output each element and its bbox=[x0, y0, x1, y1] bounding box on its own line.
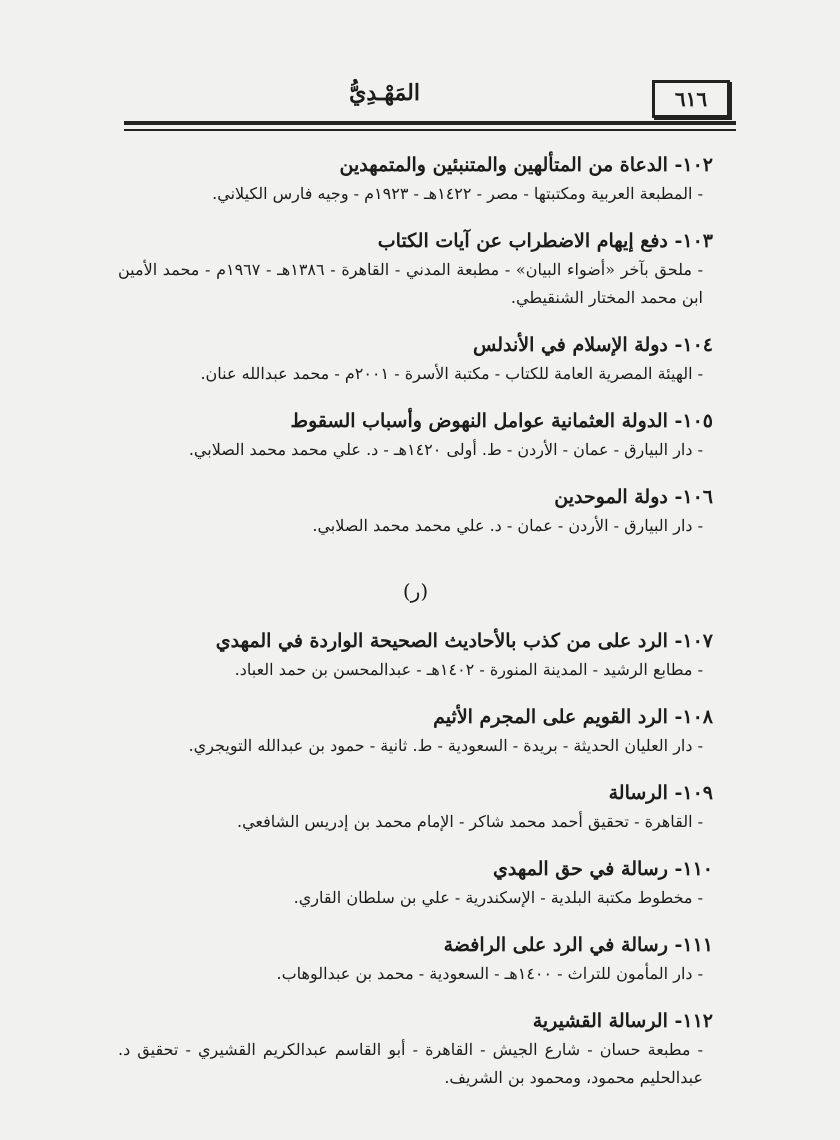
entry-description: - الهيئة المصرية العامة للكتاب - مكتبة الأسرة - ٢٠٠١م - محمد عبدالله عنان. bbox=[200, 364, 703, 383]
entry-title: ١٠٨- الرد القويم على المجرم الأثيم bbox=[433, 706, 713, 728]
bibliography-entry-109 bbox=[118, 778, 713, 836]
entry-title: ١١٢- الرسالة القشيرية bbox=[532, 1010, 713, 1032]
bibliography-entry-106 bbox=[118, 482, 713, 540]
bibliography-entry-104 bbox=[118, 330, 713, 388]
entry-title: ١٠٧- الرد على من كذب بالأحاديث الصحيحة الواردة في المهدي bbox=[215, 630, 713, 652]
entry-title: ١١١- رسالة في الرد على الرافضة bbox=[443, 934, 713, 956]
bibliography-entry-103 bbox=[118, 226, 713, 312]
entry-description: - مطبعة حسان - شارع الجيش - القاهرة - أبو القاسم عبدالكريم القشيري - تحقيق د. عبدالحليم محمود، ومحمود بن الشريف. bbox=[118, 1040, 703, 1087]
entry-title: ١٠٣- دفع إيهام الاضطراب عن آيات الكتاب bbox=[377, 230, 713, 252]
page-header bbox=[124, 76, 736, 122]
page-number: ٦١٦ bbox=[652, 80, 730, 118]
entry-title: ١٠٥- الدولة العثمانية عوامل النهوض وأسباب السقوط bbox=[290, 410, 713, 432]
entry-description: - دار العليان الحديثة - بريدة - السعودية - ط. ثانية - حمود بن عبدالله التويجري. bbox=[188, 736, 703, 755]
bibliography-entry-110 bbox=[118, 854, 713, 912]
entry-description: - ملحق بآخر «أضواء البيان» - مطبعة المدني - القاهرة - ١٣٨٦هـ - ١٩٦٧م - محمد الأمين ابن محمد المختار الشنقيطي. bbox=[118, 260, 704, 307]
entry-title: ١٠٢- الدعاة من المتألهين والمتنبئين والمتمهدين bbox=[339, 154, 713, 176]
entry-description: - القاهرة - تحقيق أحمد محمد شاكر - الإمام محمد بن إدريس الشافعي. bbox=[237, 812, 703, 831]
bibliography-entry-111 bbox=[118, 930, 713, 988]
bibliography-entry-112 bbox=[118, 1006, 713, 1092]
entry-description: - دار البيارق - عمان - الأردن - ط. أولى ١٤٢٠هـ - د. علي محمد محمد الصلابي. bbox=[188, 440, 703, 459]
entry-title: ١٠٦- دولة الموحدين bbox=[554, 486, 713, 508]
section-letter-heading: (ر) bbox=[402, 579, 429, 603]
entry-description: - مخطوط مكتبة البلدية - الإسكندرية - علي بن سلطان القاري. bbox=[293, 888, 703, 907]
entry-description: - المطبعة العربية ومكتبتها - مصر - ١٤٢٢هـ - ١٩٢٣م - وجيه فارس الكيلاني. bbox=[212, 184, 703, 203]
entry-title: ١١٠- رسالة في حق المهدي bbox=[493, 858, 713, 880]
entry-description: - دار المأمون للتراث - ١٤٠٠هـ - السعودية - محمد بن عبدالوهاب. bbox=[276, 964, 703, 983]
header-rule-thin bbox=[124, 129, 736, 131]
bibliography-list bbox=[118, 150, 713, 1110]
bibliography-entry-102 bbox=[118, 150, 713, 208]
entry-description: - مطابع الرشيد - المدينة المنورة - ١٤٠٢هـ - عبدالمحسن بن حمد العباد. bbox=[234, 660, 703, 679]
header-rule-thick bbox=[124, 121, 736, 125]
entry-description: - دار البيارق - الأردن - عمان - د. علي محمد محمد الصلابي. bbox=[312, 516, 703, 535]
bibliography-entry-108 bbox=[118, 702, 713, 760]
entry-title: ١٠٤- دولة الإسلام في الأندلس bbox=[472, 334, 713, 356]
entry-title: ١٠٩- الرسالة bbox=[608, 782, 713, 804]
bibliography-entry-107 bbox=[118, 626, 713, 684]
running-title: المَهْـدِيُّ bbox=[349, 80, 420, 106]
bibliography-entry-105 bbox=[118, 406, 713, 464]
